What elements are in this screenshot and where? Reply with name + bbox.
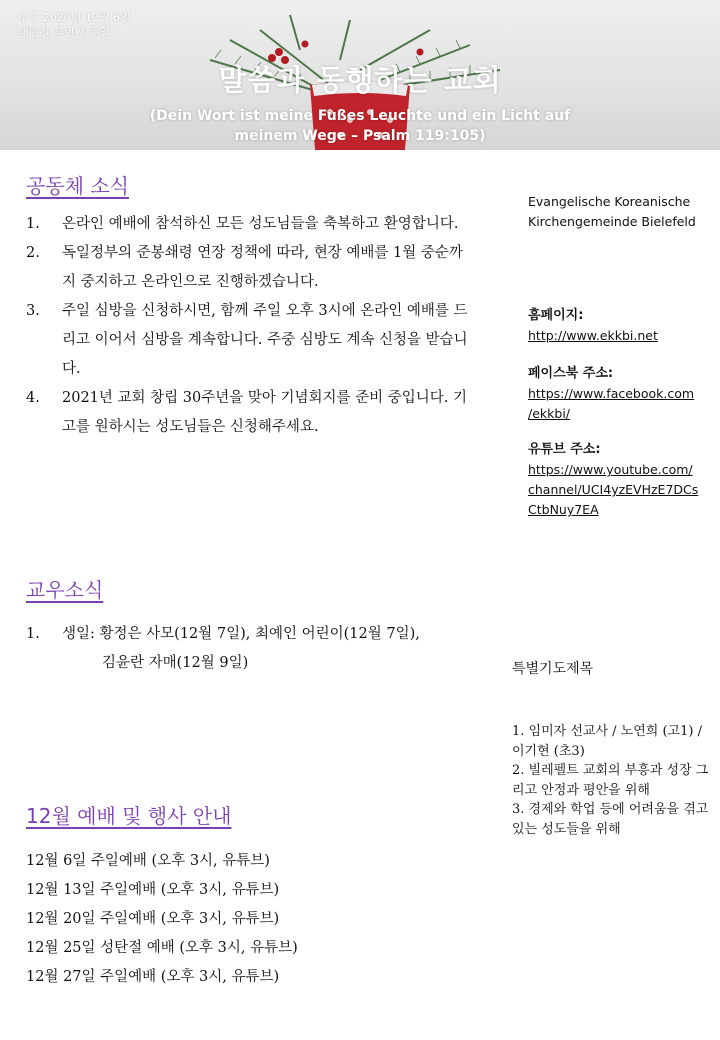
list-item [26,297,476,384]
schedule-item: 12월 13일 주일예배 (오후 3시, 유튜브) [26,882,280,898]
prayer-item: 2. 빌레펠트 교회의 부흥과 성장 그리고 안정과 평안을 위해 [512,763,709,798]
homepage-label: 홈페이지: [528,308,584,323]
list-number: 2. [26,245,40,261]
schedule-heading: 12월 예배 및 행사 안내 [26,804,232,828]
list-text: 주일 심방을 신청하시면, 함께 주일 오후 3시에 온라인 예배를 드리고 이어서 심방을 계속합니다. 주중 심방도 계속 신청을 받습니다. [62,303,468,377]
birthday-names-line2: 김윤란 자매(12월 9일) [102,655,249,671]
list-number: 4. [26,390,40,406]
schedule-item: 12월 20일 주일예배 (오후 3시, 유튜브) [26,911,280,927]
prayer-heading: 특별기도제목 [512,661,594,677]
list-number: 1. [26,626,40,642]
youtube-label: 유튜브 주소: [528,442,601,457]
prayer-list [512,722,712,839]
facebook-block [528,364,694,424]
list-item [26,384,476,442]
schedule-list [26,847,298,992]
list-number: 1. [26,216,40,232]
church-name-line1: Evangelische Koreanische [528,194,691,209]
list-number: 3. [26,303,40,319]
header-banner [0,0,720,150]
psalm-subtitle: (Dein Wort ist meine Fußes Leuchte und ein Licht auf meinem Wege – Psalm 119:105) [149,108,571,144]
birthday-label: 생일: [62,626,95,642]
members-news-heading: 교우소식 [26,578,104,602]
list-text: 2021년 교회 창립 30주년을 맞아 기념회지를 준비 중입니다. 기고를 원하시는 성도님들은 신청해주세요. [62,390,467,435]
community-news-heading: 공동체 소식 [26,174,129,198]
facebook-label: 페이스북 주소: [528,366,614,381]
liturgical-week: 대림절 두번째 주일 [18,26,111,39]
schedule-item: 12월 27일 주일예배 (오후 3시, 유튜브) [26,969,280,985]
header-date-block [18,10,131,40]
community-news-list [26,210,476,442]
members-news-item [26,620,420,678]
birthday-names-line1: 황정은 사모(12월 7일), 최예인 어린이(12월 7일), [99,626,420,642]
church-motto-title: 말씀과 동행하는 교회 [218,63,502,97]
facebook-link[interactable]: https://www.facebook.com /ekkbi/ [528,386,695,421]
list-text: 온라인 예배에 참석하신 모든 성도님들을 축복하고 환영합니다. [62,216,459,232]
prayer-item: 1. 임미자 선교사 / 노연희 (고1) / 이기현 (초3) [512,724,702,759]
homepage-block [528,306,658,346]
schedule-item: 12월 25일 성탄절 예배 (오후 3시, 유튜브) [26,940,298,956]
youtube-link[interactable]: https://www.youtube.com/ channel/UCI4yzEVHzE7DCs CtbNuy7EA [528,462,699,517]
schedule-item: 12월 6일 주일예배 (오후 3시, 유튜브) [26,853,270,869]
list-text: 독일정부의 준봉쇄령 연장 정책에 따라, 현장 예배를 1월 중순까지 중지하고 온라인으로 진행하겠습니다. [62,245,463,290]
homepage-link[interactable]: http://www.ekkbi.net [528,328,658,343]
church-name-line2: Kirchengemeinde Bielefeld [528,214,696,229]
prayer-item: 3. 경제와 학업 등에 어려움을 겪고 있는 성도들을 위해 [512,802,709,837]
church-name [528,192,696,232]
service-date: 주후 2020년 12월 6일 [18,11,131,24]
youtube-block [528,440,698,520]
list-item [26,210,476,239]
list-item [26,239,476,297]
